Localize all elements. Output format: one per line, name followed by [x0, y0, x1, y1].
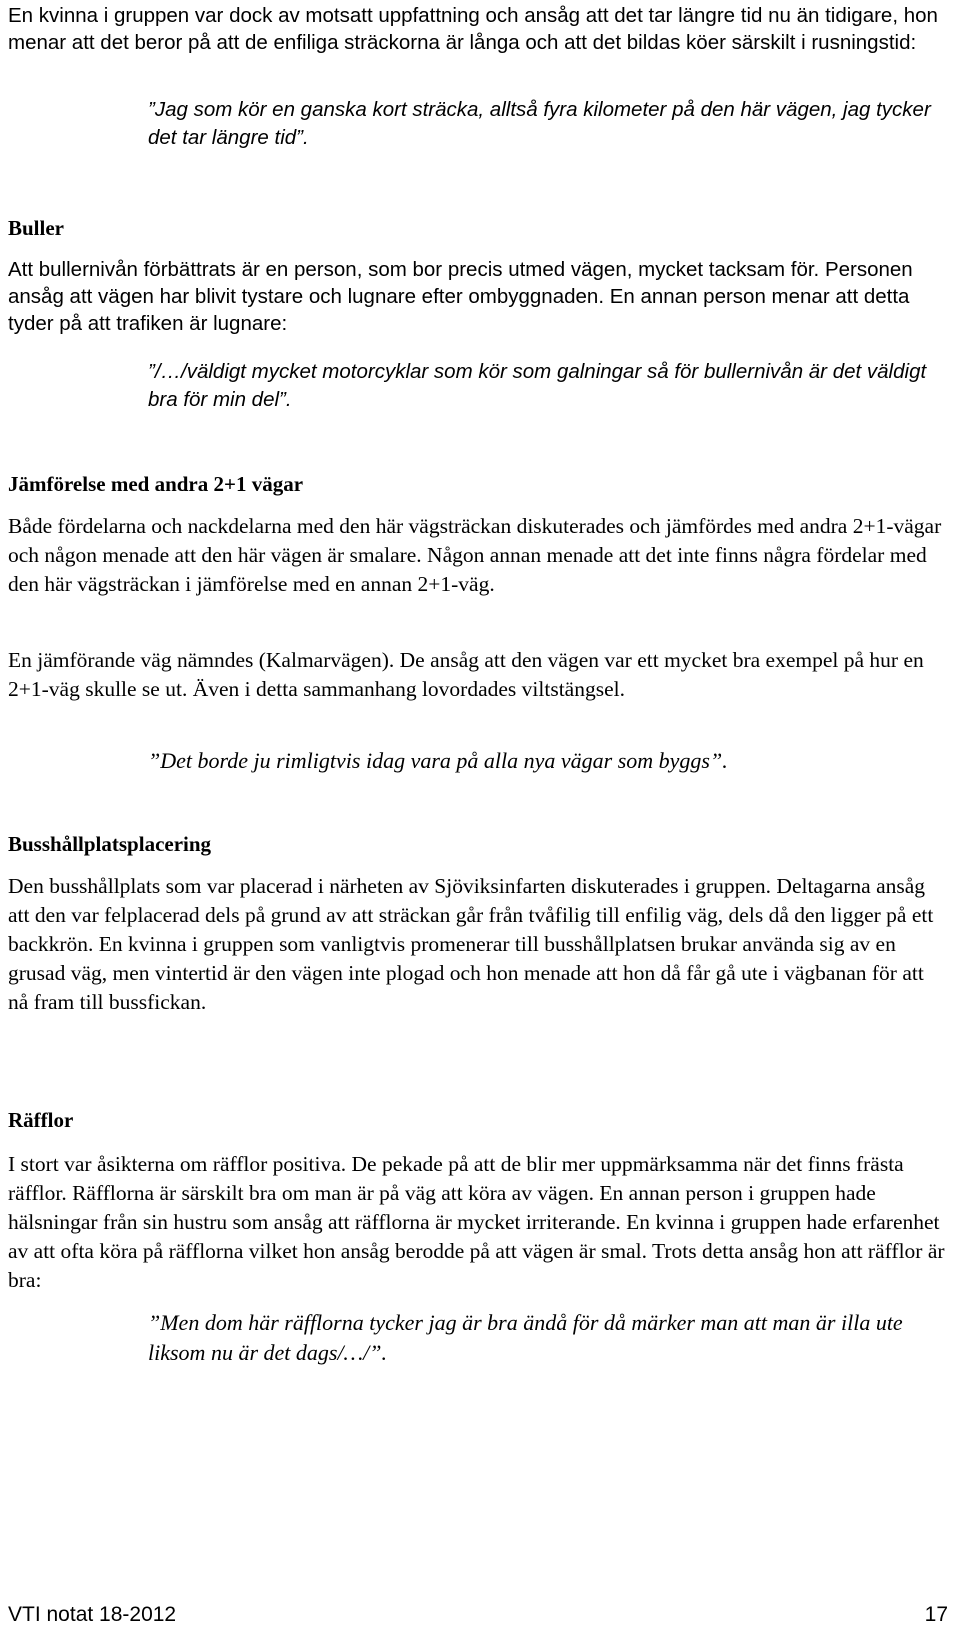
section-heading-rafflor: Räfflor	[8, 1108, 74, 1132]
rafflor-quote: ”Men dom här räfflorna tycker jag är bra ändå för då märker man att man är illa ute liksom nu är det dags/…/”.	[148, 1310, 903, 1365]
busshallplats-paragraph: Den busshållplats som var placerad i närheten av Sjöviksinfarten diskuterades i gruppen. Deltagarna ansåg att den var felplacerad dels på grund av att sträckan går från tvåfilig till enfilig väg, dels då den ligger på ett backkrön. En kvinna i gruppen som vanligtvis promenerar till busshållplatsen brukar använda sig av en grusad väg, men vintertid är den vägen inte plogad och hon menade att hon då får gå ute i vägbanan för att nå fram till bussfickan.	[8, 874, 934, 1014]
intro-paragraph: En kvinna i gruppen var dock av motsatt uppfattning och ansåg att det tar längre tid nu än tidigare, hon menar att det beror på att de enfiliga sträckorna är långa och att det bildas köer särskilt i rusningstid:	[8, 4, 938, 54]
footer-page-number: 17	[924, 1603, 948, 1626]
section-heading-busshallplats: Busshållplatsplacering	[8, 832, 212, 856]
footer-publication: VTI notat 18-2012	[8, 1603, 177, 1626]
intro-quote: ”Jag som kör en ganska kort sträcka, alltså fyra kilometer på den här vägen, jag tycker det tar längre tid”.	[148, 98, 931, 149]
jamforelse-paragraph-2: En jämförande väg nämndes (Kalmarvägen). De ansåg att den vägen var ett mycket bra exempel på hur en 2+1-väg skulle se ut. Även i detta sammanhang lovordades viltstängsel.	[8, 648, 924, 701]
jamforelse-quote: ”Det borde ju rimligtvis idag vara på alla nya vägar som byggs”.	[148, 748, 728, 773]
section-heading-buller: Buller	[8, 216, 64, 240]
buller-paragraph: Att bullernivån förbättrats är en person, som bor precis utmed vägen, mycket tacksam för. Personen ansåg att vägen har blivit tystare och lugnare efter ombyggnaden. En annan person menar att detta tyder på att trafiken är lugnare:	[8, 258, 913, 335]
page-footer	[8, 1600, 948, 1630]
rafflor-paragraph: I stort var åsikterna om räfflor positiva. De pekade på att de blir mer uppmärksamma när det finns frästa räfflor. Räfflorna är särskilt bra om man är på väg att köra av vägen. En annan person i gruppen hade hälsningar från sin hustru som ansåg att räfflorna är mycket irriterande. En kvinna i gruppen hade erfarenhet av att ofta köra på räfflorna vilket hon ansåg berodde på att vägen är smal. Trots detta ansåg hon att räfflor är bra:	[8, 1152, 945, 1292]
jamforelse-paragraph-1: Både fördelarna och nackdelarna med den här vägsträckan diskuterades och jämfördes med andra 2+1-vägar och någon menade att den här vägen är smalare. Någon annan menade att det inte finns några fördelar med den här vägsträckan i jämförelse med en annan 2+1-väg.	[8, 514, 942, 596]
section-heading-jamforelse: Jämförelse med andra 2+1 vägar	[8, 472, 304, 496]
buller-quote: ”/…/väldigt mycket motorcyklar som kör som galningar så för bullernivån är det väldigt bra för min del”.	[148, 360, 927, 411]
